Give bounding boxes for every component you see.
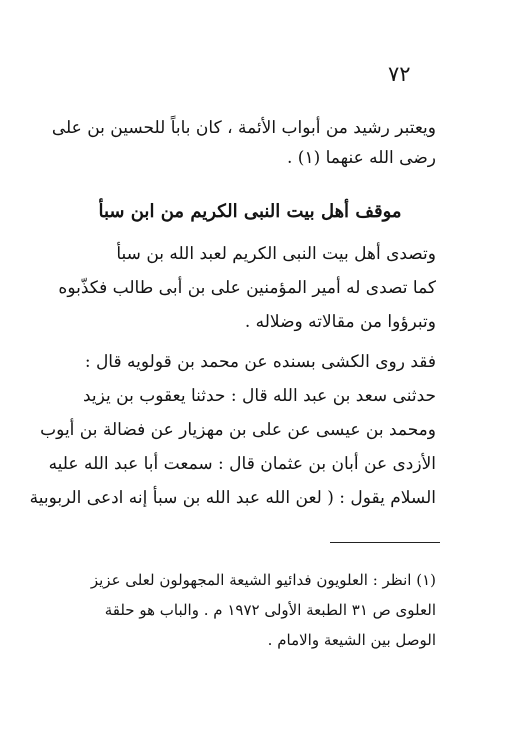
paragraph-line: ومحمد بن عيسى عن على بن مهزيار عن فضالة بن أيوب bbox=[40, 420, 436, 440]
paragraph-line: فقد روى الكشى بسنده عن محمد بن قولويه قال : bbox=[84, 352, 436, 372]
footnote-line: (١) انظر : العلويون فدائيو الشيعة المجهولون لعلى عزيز bbox=[90, 571, 436, 589]
paragraph-line: حدثنى سعد بن عبد الله قال : حدثنا يعقوب بن يزيد bbox=[83, 386, 436, 406]
paragraph-line: الأزدى عن أبان بن عثمان قال : سمعت أبا عبد الله عليه bbox=[48, 454, 436, 474]
footnote-line: الوصل بين الشيعة والامام . bbox=[267, 631, 436, 649]
paragraph-line: السلام يقول : ( لعن الله عبد الله بن سبأ إنه ادعى الربوبية bbox=[29, 488, 436, 508]
section-heading: موقف أهل بيت النبى الكريم من ابن سبأ bbox=[98, 201, 402, 222]
body-line: رضى الله عنهما (١) . bbox=[286, 148, 436, 168]
footnote-line: العلوى ص ٣١ الطبعة الأولى ١٩٧٢ م . والباب هو حلقة bbox=[104, 601, 436, 619]
page-number: ٧٢ bbox=[388, 62, 411, 86]
paragraph-line: وتصدى أهل بيت النبى الكريم لعبد الله بن سبأ bbox=[116, 244, 436, 264]
paragraph-line: كما تصدى له أمير المؤمنين على بن أبى طالب فكذّبوه bbox=[58, 278, 436, 298]
body-line: ويعتبر رشيد من أبواب الأئمة ، كان باباً للحسين بن على bbox=[51, 118, 436, 138]
footnote-separator bbox=[330, 542, 440, 543]
paragraph-line: وتبرؤوا من مقالاته وضلاله . bbox=[244, 312, 436, 332]
